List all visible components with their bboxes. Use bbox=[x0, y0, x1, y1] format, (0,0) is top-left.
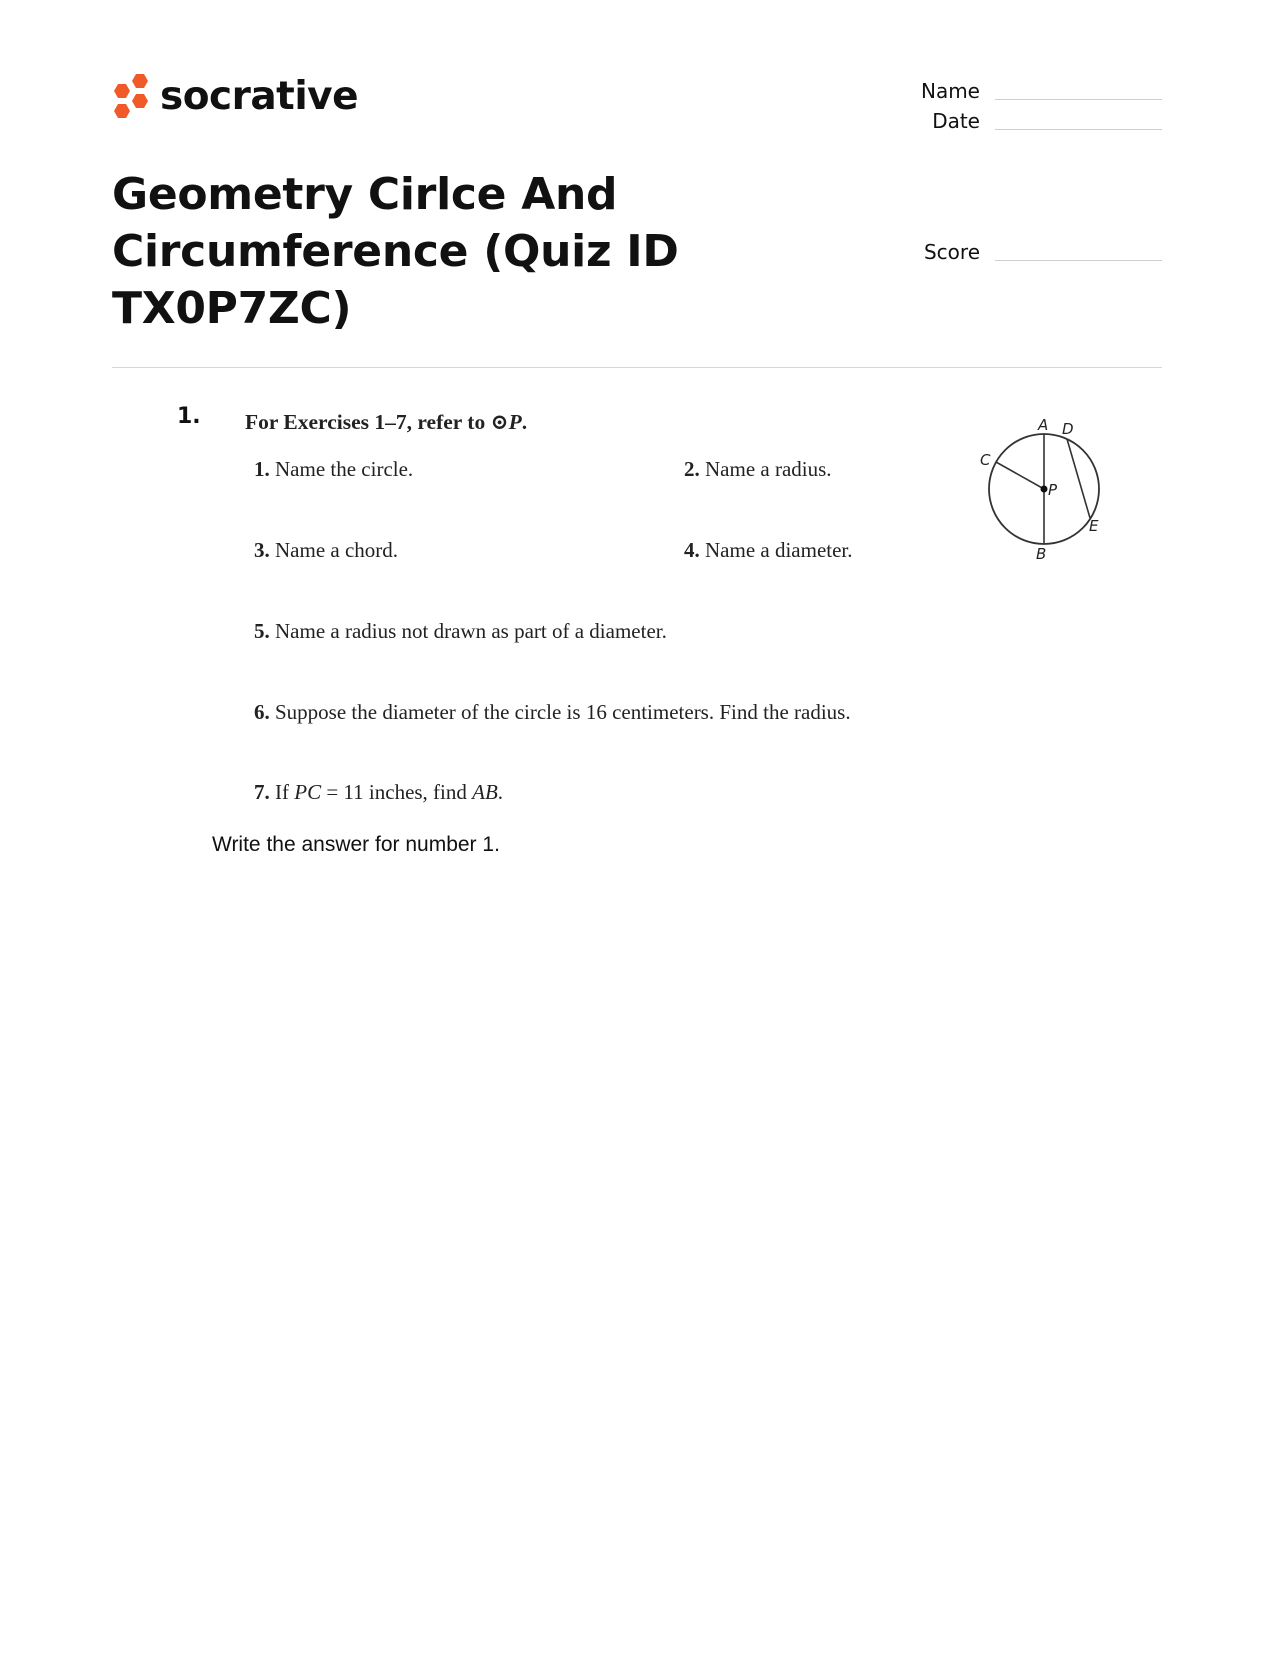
exercise-header bbox=[245, 410, 527, 435]
item-number: 5. bbox=[254, 619, 270, 643]
item-number: 7. bbox=[254, 780, 270, 804]
quiz-title: Geometry Cirlce And Circumference (Quiz ID TX0P7ZC) bbox=[112, 169, 679, 334]
segment-pc: PC bbox=[294, 780, 322, 804]
socrative-logo-icon bbox=[110, 72, 152, 124]
item-text: = 11 inches, find bbox=[321, 780, 473, 804]
exercise-header-suffix: . bbox=[521, 410, 528, 434]
score-label: Score bbox=[923, 240, 980, 264]
question-number: 1. bbox=[177, 404, 201, 429]
item-number: 1. bbox=[254, 457, 270, 481]
answer-prompt: Write the answer for number 1. bbox=[212, 833, 500, 856]
date-field[interactable] bbox=[995, 129, 1162, 130]
label-p: P bbox=[1048, 481, 1058, 499]
exercise-item-1 bbox=[254, 457, 413, 482]
item-number: 3. bbox=[254, 538, 270, 562]
item-number: 4. bbox=[684, 538, 700, 562]
item-text: Suppose the diameter of the circle is 16 centimeters. Find the radius. bbox=[275, 700, 851, 724]
item-text: . bbox=[497, 780, 504, 804]
circle-symbol-icon: ⊙ bbox=[490, 410, 509, 434]
segment-ab: AB bbox=[472, 780, 498, 804]
item-text: Name the circle. bbox=[275, 457, 414, 481]
exercise-item-2 bbox=[684, 457, 832, 482]
item-number: 6. bbox=[254, 700, 270, 724]
name-label: Name bbox=[920, 79, 980, 103]
label-c: C bbox=[980, 451, 991, 469]
label-a: A bbox=[1038, 416, 1049, 434]
exercise-item-3 bbox=[254, 538, 398, 563]
exercise-item-7 bbox=[254, 780, 503, 805]
item-number: 2. bbox=[684, 457, 700, 481]
label-d: D bbox=[1062, 420, 1074, 438]
item-text: Name a radius. bbox=[705, 457, 832, 481]
label-b: B bbox=[1036, 545, 1047, 563]
header-divider bbox=[112, 367, 1162, 368]
exercise-item-4 bbox=[684, 538, 853, 563]
brand-name: socrative bbox=[160, 74, 359, 119]
item-text: Name a radius not drawn as part of a diameter. bbox=[275, 619, 667, 643]
exercise-item-5 bbox=[254, 619, 667, 644]
exercise-header-prefix: For Exercises 1–7, refer to bbox=[245, 410, 491, 434]
circle-name: P bbox=[508, 410, 522, 434]
exercise-item-6 bbox=[254, 700, 851, 725]
item-text: If bbox=[275, 780, 295, 804]
item-text: Name a chord. bbox=[275, 538, 399, 562]
score-field[interactable] bbox=[995, 260, 1162, 261]
label-e: E bbox=[1089, 517, 1099, 535]
name-field[interactable] bbox=[995, 99, 1162, 100]
circle-p-diagram bbox=[975, 408, 1115, 568]
date-label: Date bbox=[932, 109, 980, 133]
item-text: Name a diameter. bbox=[705, 538, 853, 562]
